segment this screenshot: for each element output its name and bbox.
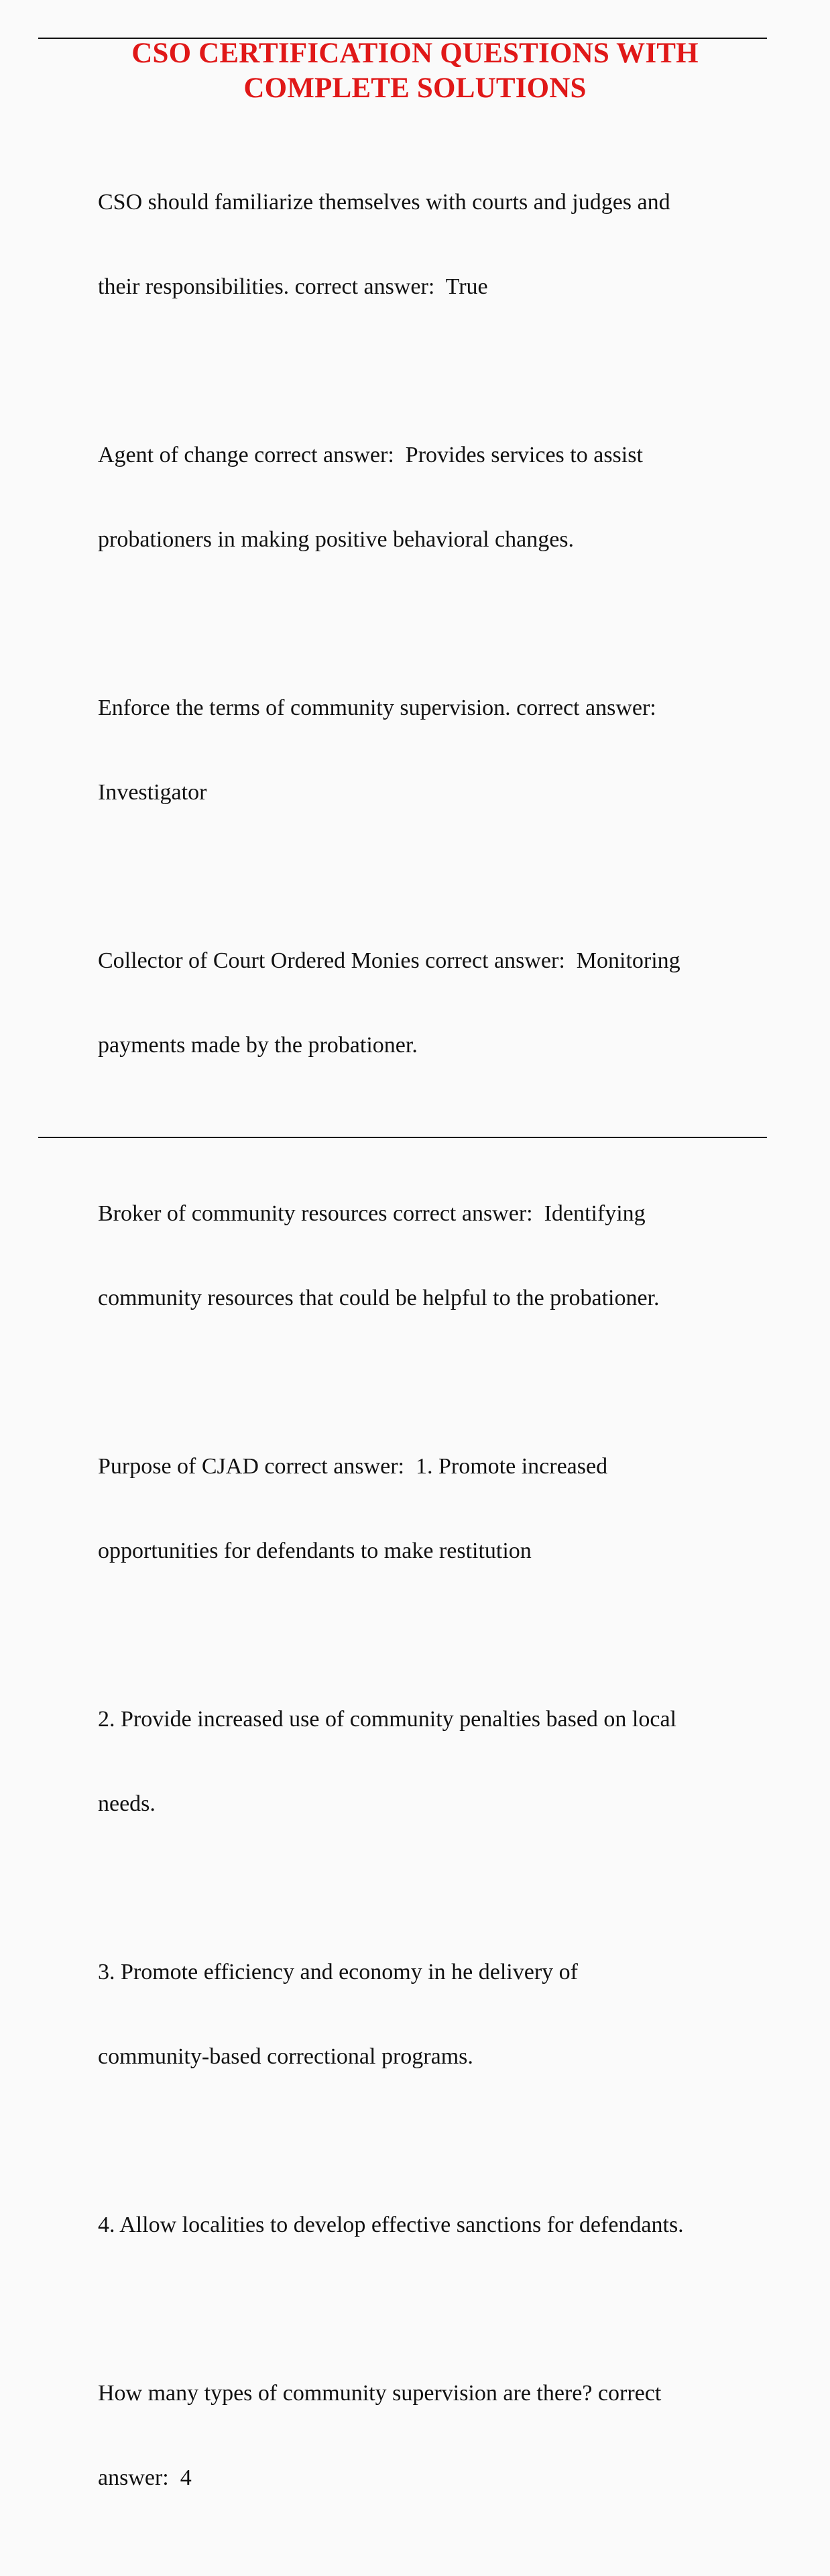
qa-item bbox=[98, 385, 775, 610]
qa-item bbox=[98, 891, 775, 1116]
page-title bbox=[0, 36, 830, 106]
qa-item bbox=[98, 1396, 775, 1622]
qa-text-line: 3. Promote efficiency and economy in he delivery of bbox=[98, 1960, 578, 1984]
qa-item bbox=[98, 1902, 775, 2127]
qa-text-line: probationers in making positive behavioral changes. bbox=[98, 527, 575, 552]
qa-text-line: their responsibilities. correct answer: True bbox=[98, 274, 488, 299]
qa-item bbox=[98, 1143, 775, 1369]
title-line-1: CSO CERTIFICATION QUESTIONS WITH bbox=[131, 38, 699, 69]
qa-text-line: Enforce the terms of community supervision. correct answer: bbox=[98, 695, 656, 720]
qa-item bbox=[98, 2155, 775, 2296]
question-list bbox=[98, 132, 775, 2576]
qa-item bbox=[98, 1649, 775, 1874]
qa-text-line: 4. Allow localities to develop effective sanctions for defendants. bbox=[98, 2213, 684, 2237]
qa-text-line: Collector of Court Ordered Monies correct answer: Monitoring bbox=[98, 948, 680, 973]
qa-text-line: Agent of change correct answer: Provides services to assist bbox=[98, 443, 643, 467]
qa-text-line: opportunities for defendants to make restitution bbox=[98, 1538, 532, 1563]
qa-item bbox=[98, 132, 775, 357]
qa-text-line: Broker of community resources correct answer: Identifying bbox=[98, 1201, 646, 1226]
qa-item bbox=[98, 2323, 775, 2549]
qa-text-line: Investigator bbox=[98, 780, 207, 805]
bottom-rule bbox=[38, 1137, 767, 1138]
qa-text-line: payments made by the probationer. bbox=[98, 1033, 418, 1058]
qa-text-line: community resources that could be helpful to the probationer. bbox=[98, 1286, 660, 1310]
qa-text-line: needs. bbox=[98, 1791, 156, 1816]
qa-text-line: Purpose of CJAD correct answer: 1. Promote increased bbox=[98, 1454, 608, 1479]
qa-text-line: How many types of community supervision are there? correct bbox=[98, 2381, 662, 2406]
qa-item bbox=[98, 638, 775, 863]
qa-text-line: answer: 4 bbox=[98, 2465, 192, 2490]
title-line-2: COMPLETE SOLUTIONS bbox=[243, 72, 587, 104]
qa-text-line: CSO should familiarize themselves with courts and judges and bbox=[98, 190, 670, 215]
qa-text-line: community-based correctional programs. bbox=[98, 2044, 473, 2069]
qa-text-line: 2. Provide increased use of community penalties based on local bbox=[98, 1707, 676, 1732]
